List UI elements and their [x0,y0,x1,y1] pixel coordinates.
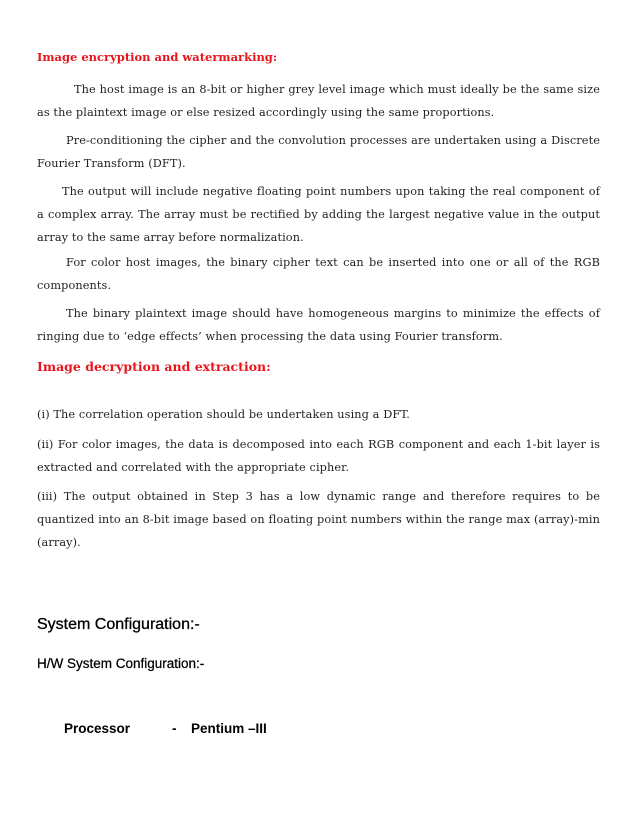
paragraph-plaintext-margins: The binary plaintext image should have homogeneous margins to minimize the effects of ringing due to ‘edge effects’ when processing the data using Fourier transform. [37,307,600,343]
processor-value: Pentium –III [191,721,267,736]
paragraph-output-negative: The output will include negative floating point numbers upon taking the real component of a complex array. The array must be rectified by adding the largest negative value in the output array to the same array before normalization. [37,185,600,244]
decryption-heading: Image decryption and extraction: [37,359,271,374]
step-iii: (iii) The output obtained in Step 3 has a low dynamic range and therefore requires to be quantized into an 8-bit image based on floating point numbers within the range max (array)-min (array). [37,490,600,549]
paragraph-host-image: The host image is an 8-bit or higher grey level image which must ideally be the same size as the plaintext image or else resized accordingly using the same proportions. [37,83,600,119]
system-configuration-title: System Configuration:- [37,616,200,633]
processor-row [64,721,267,736]
paragraph-preconditioning: Pre-conditioning the cipher and the convolution processes are undertaken using a Discrete Fourier Transform (DFT). [37,134,600,170]
step-ii: (ii) For color images, the data is decomposed into each RGB component and each 1-bit layer is extracted and correlated with the appropriate cipher. [37,438,600,474]
step-i: (i) The correlation operation should be undertaken using a DFT. [37,408,410,421]
hw-configuration-title: H/W System Configuration:- [37,656,205,671]
processor-separator: - [172,721,177,736]
processor-label: Processor [64,721,131,736]
paragraph-color-host: For color host images, the binary cipher text can be inserted into one or all of the RGB components. [37,256,600,292]
encryption-heading: Image encryption and watermarking: [37,50,278,64]
